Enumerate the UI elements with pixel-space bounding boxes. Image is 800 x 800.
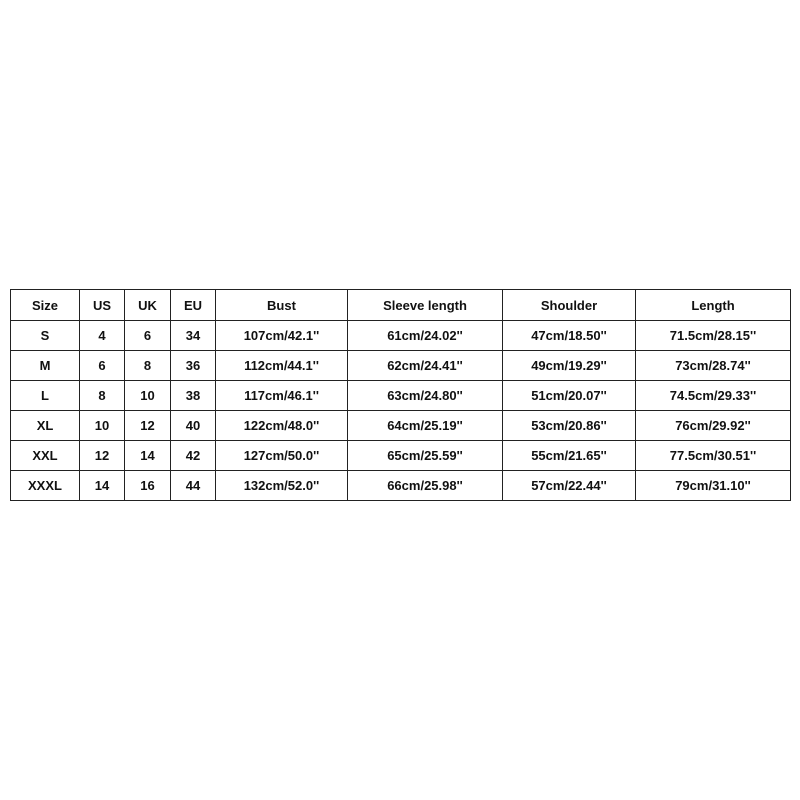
cell-sleeve-length: 62cm/24.41'' — [348, 351, 503, 381]
cell-sleeve-length: 65cm/25.59'' — [348, 441, 503, 471]
cell-size: XXL — [11, 441, 80, 471]
header-eu: EU — [171, 290, 216, 321]
cell-length: 73cm/28.74'' — [636, 351, 791, 381]
cell-uk: 12 — [125, 411, 171, 441]
cell-us: 10 — [80, 411, 125, 441]
cell-sleeve-length: 64cm/25.19'' — [348, 411, 503, 441]
cell-us: 12 — [80, 441, 125, 471]
cell-length: 77.5cm/30.51'' — [636, 441, 791, 471]
table-row — [11, 471, 791, 501]
table-row — [11, 381, 791, 411]
cell-us: 14 — [80, 471, 125, 501]
cell-uk: 14 — [125, 441, 171, 471]
cell-bust: 117cm/46.1'' — [216, 381, 348, 411]
cell-sleeve-length: 63cm/24.80'' — [348, 381, 503, 411]
cell-eu: 34 — [171, 321, 216, 351]
cell-size: S — [11, 321, 80, 351]
cell-bust: 127cm/50.0'' — [216, 441, 348, 471]
cell-bust: 122cm/48.0'' — [216, 411, 348, 441]
cell-shoulder: 49cm/19.29'' — [503, 351, 636, 381]
cell-length: 76cm/29.92'' — [636, 411, 791, 441]
header-row — [11, 290, 791, 321]
cell-length: 74.5cm/29.33'' — [636, 381, 791, 411]
table-row — [11, 411, 791, 441]
cell-bust: 107cm/42.1'' — [216, 321, 348, 351]
cell-size: XL — [11, 411, 80, 441]
cell-bust: 112cm/44.1'' — [216, 351, 348, 381]
header-us: US — [80, 290, 125, 321]
header-shoulder: Shoulder — [503, 290, 636, 321]
header-size: Size — [11, 290, 80, 321]
header-uk: UK — [125, 290, 171, 321]
cell-length: 71.5cm/28.15'' — [636, 321, 791, 351]
cell-uk: 16 — [125, 471, 171, 501]
cell-shoulder: 51cm/20.07'' — [503, 381, 636, 411]
cell-us: 4 — [80, 321, 125, 351]
cell-shoulder: 47cm/18.50'' — [503, 321, 636, 351]
cell-sleeve-length: 66cm/25.98'' — [348, 471, 503, 501]
cell-eu: 36 — [171, 351, 216, 381]
cell-bust: 132cm/52.0'' — [216, 471, 348, 501]
cell-eu: 40 — [171, 411, 216, 441]
header-sleeve-length: Sleeve length — [348, 290, 503, 321]
table-row — [11, 321, 791, 351]
header-bust: Bust — [216, 290, 348, 321]
cell-uk: 8 — [125, 351, 171, 381]
cell-uk: 10 — [125, 381, 171, 411]
header-length: Length — [636, 290, 791, 321]
table-row — [11, 441, 791, 471]
size-chart-table — [10, 289, 791, 501]
cell-size: L — [11, 381, 80, 411]
cell-eu: 38 — [171, 381, 216, 411]
cell-length: 79cm/31.10'' — [636, 471, 791, 501]
table-row — [11, 351, 791, 381]
cell-uk: 6 — [125, 321, 171, 351]
cell-us: 8 — [80, 381, 125, 411]
cell-size: M — [11, 351, 80, 381]
cell-shoulder: 53cm/20.86'' — [503, 411, 636, 441]
cell-sleeve-length: 61cm/24.02'' — [348, 321, 503, 351]
cell-size: XXXL — [11, 471, 80, 501]
cell-shoulder: 55cm/21.65'' — [503, 441, 636, 471]
cell-us: 6 — [80, 351, 125, 381]
cell-shoulder: 57cm/22.44'' — [503, 471, 636, 501]
cell-eu: 42 — [171, 441, 216, 471]
cell-eu: 44 — [171, 471, 216, 501]
